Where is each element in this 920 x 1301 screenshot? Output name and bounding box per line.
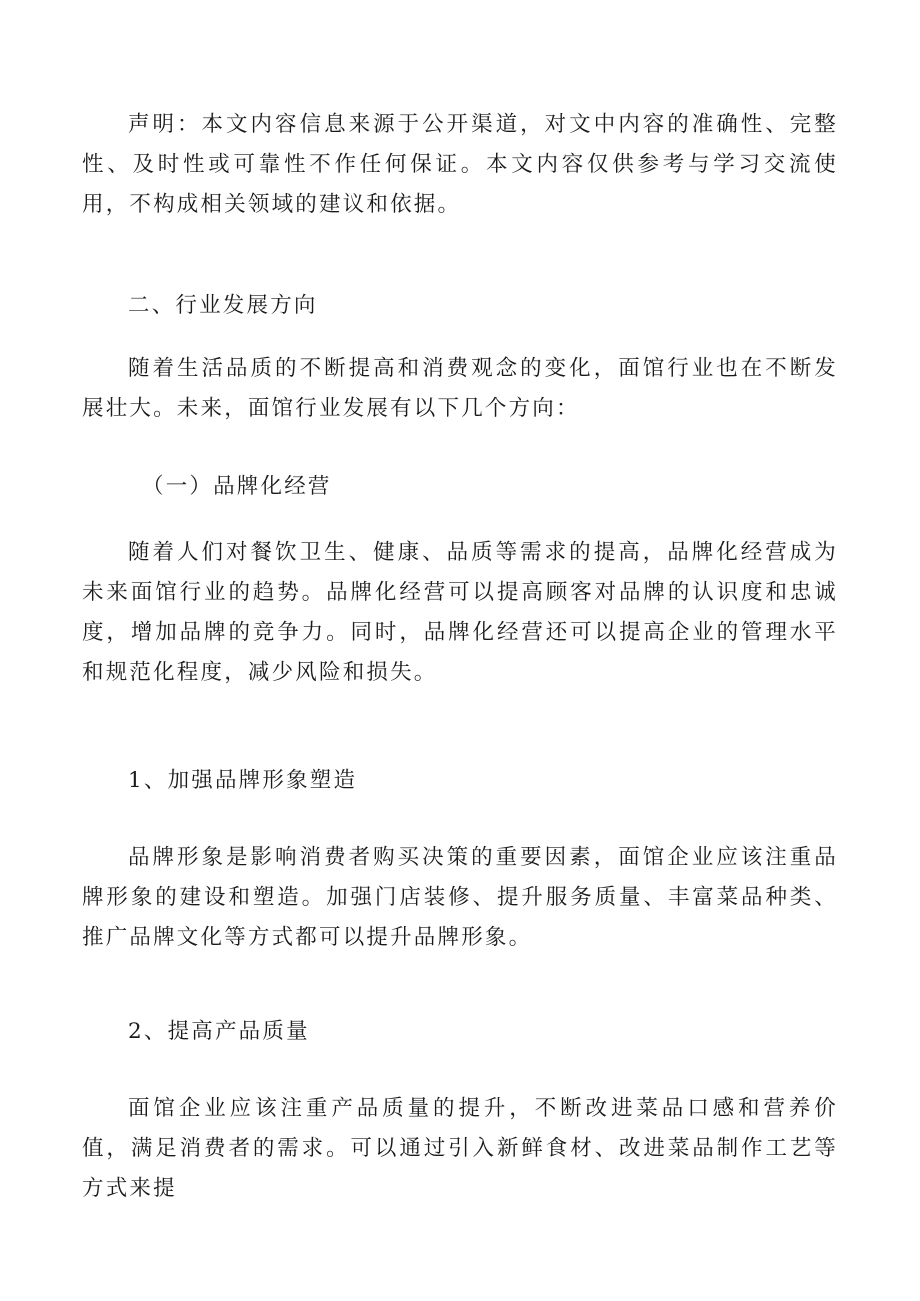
point1-paragraph: 品牌形象是影响消费者购买决策的重要因素，面馆企业应该注重品牌形象的建设和塑造。加强门店装修、提升服务质量、丰富菜品种类、推广品牌文化等方式都可以提升品牌形象。 bbox=[82, 845, 838, 950]
intro-paragraph: 随着生活品质的不断提高和消费观念的变化，面馆行业也在不断发展壮大。未来，面馆行业发展有以下几个方向： bbox=[82, 356, 838, 421]
section-heading: 二、行业发展方向 bbox=[128, 293, 318, 318]
point2-heading: 2、提高产品质量 bbox=[128, 1019, 310, 1044]
point1-heading: 1、加强品牌形象塑造 bbox=[128, 768, 358, 793]
subsection-paragraph: 随着人们对餐饮卫生、健康、品质等需求的提高，品牌化经营成为未来面馆行业的趋势。品牌化经营可以提高顾客对品牌的认识度和忠诚度，增加品牌的竞争力。同时，品牌化经营还可以提高企业的管理水平和规范化程度，减少风险和损失。 bbox=[82, 540, 838, 685]
point2-paragraph: 面馆企业应该注重产品质量的提升，不断改进菜品口感和营养价值，满足消费者的需求。可以通过引入新鲜食材、改进菜品制作工艺等方式来提 bbox=[82, 1096, 838, 1201]
disclaimer-paragraph: 声明：本文内容信息来源于公开渠道，对文中内容的准确性、完整性、及时性或可靠性不作任何保证。本文内容仅供参考与学习交流使用，不构成相关领域的建议和依据。 bbox=[82, 112, 838, 217]
subsection-heading: （一）品牌化经营 bbox=[142, 474, 332, 499]
